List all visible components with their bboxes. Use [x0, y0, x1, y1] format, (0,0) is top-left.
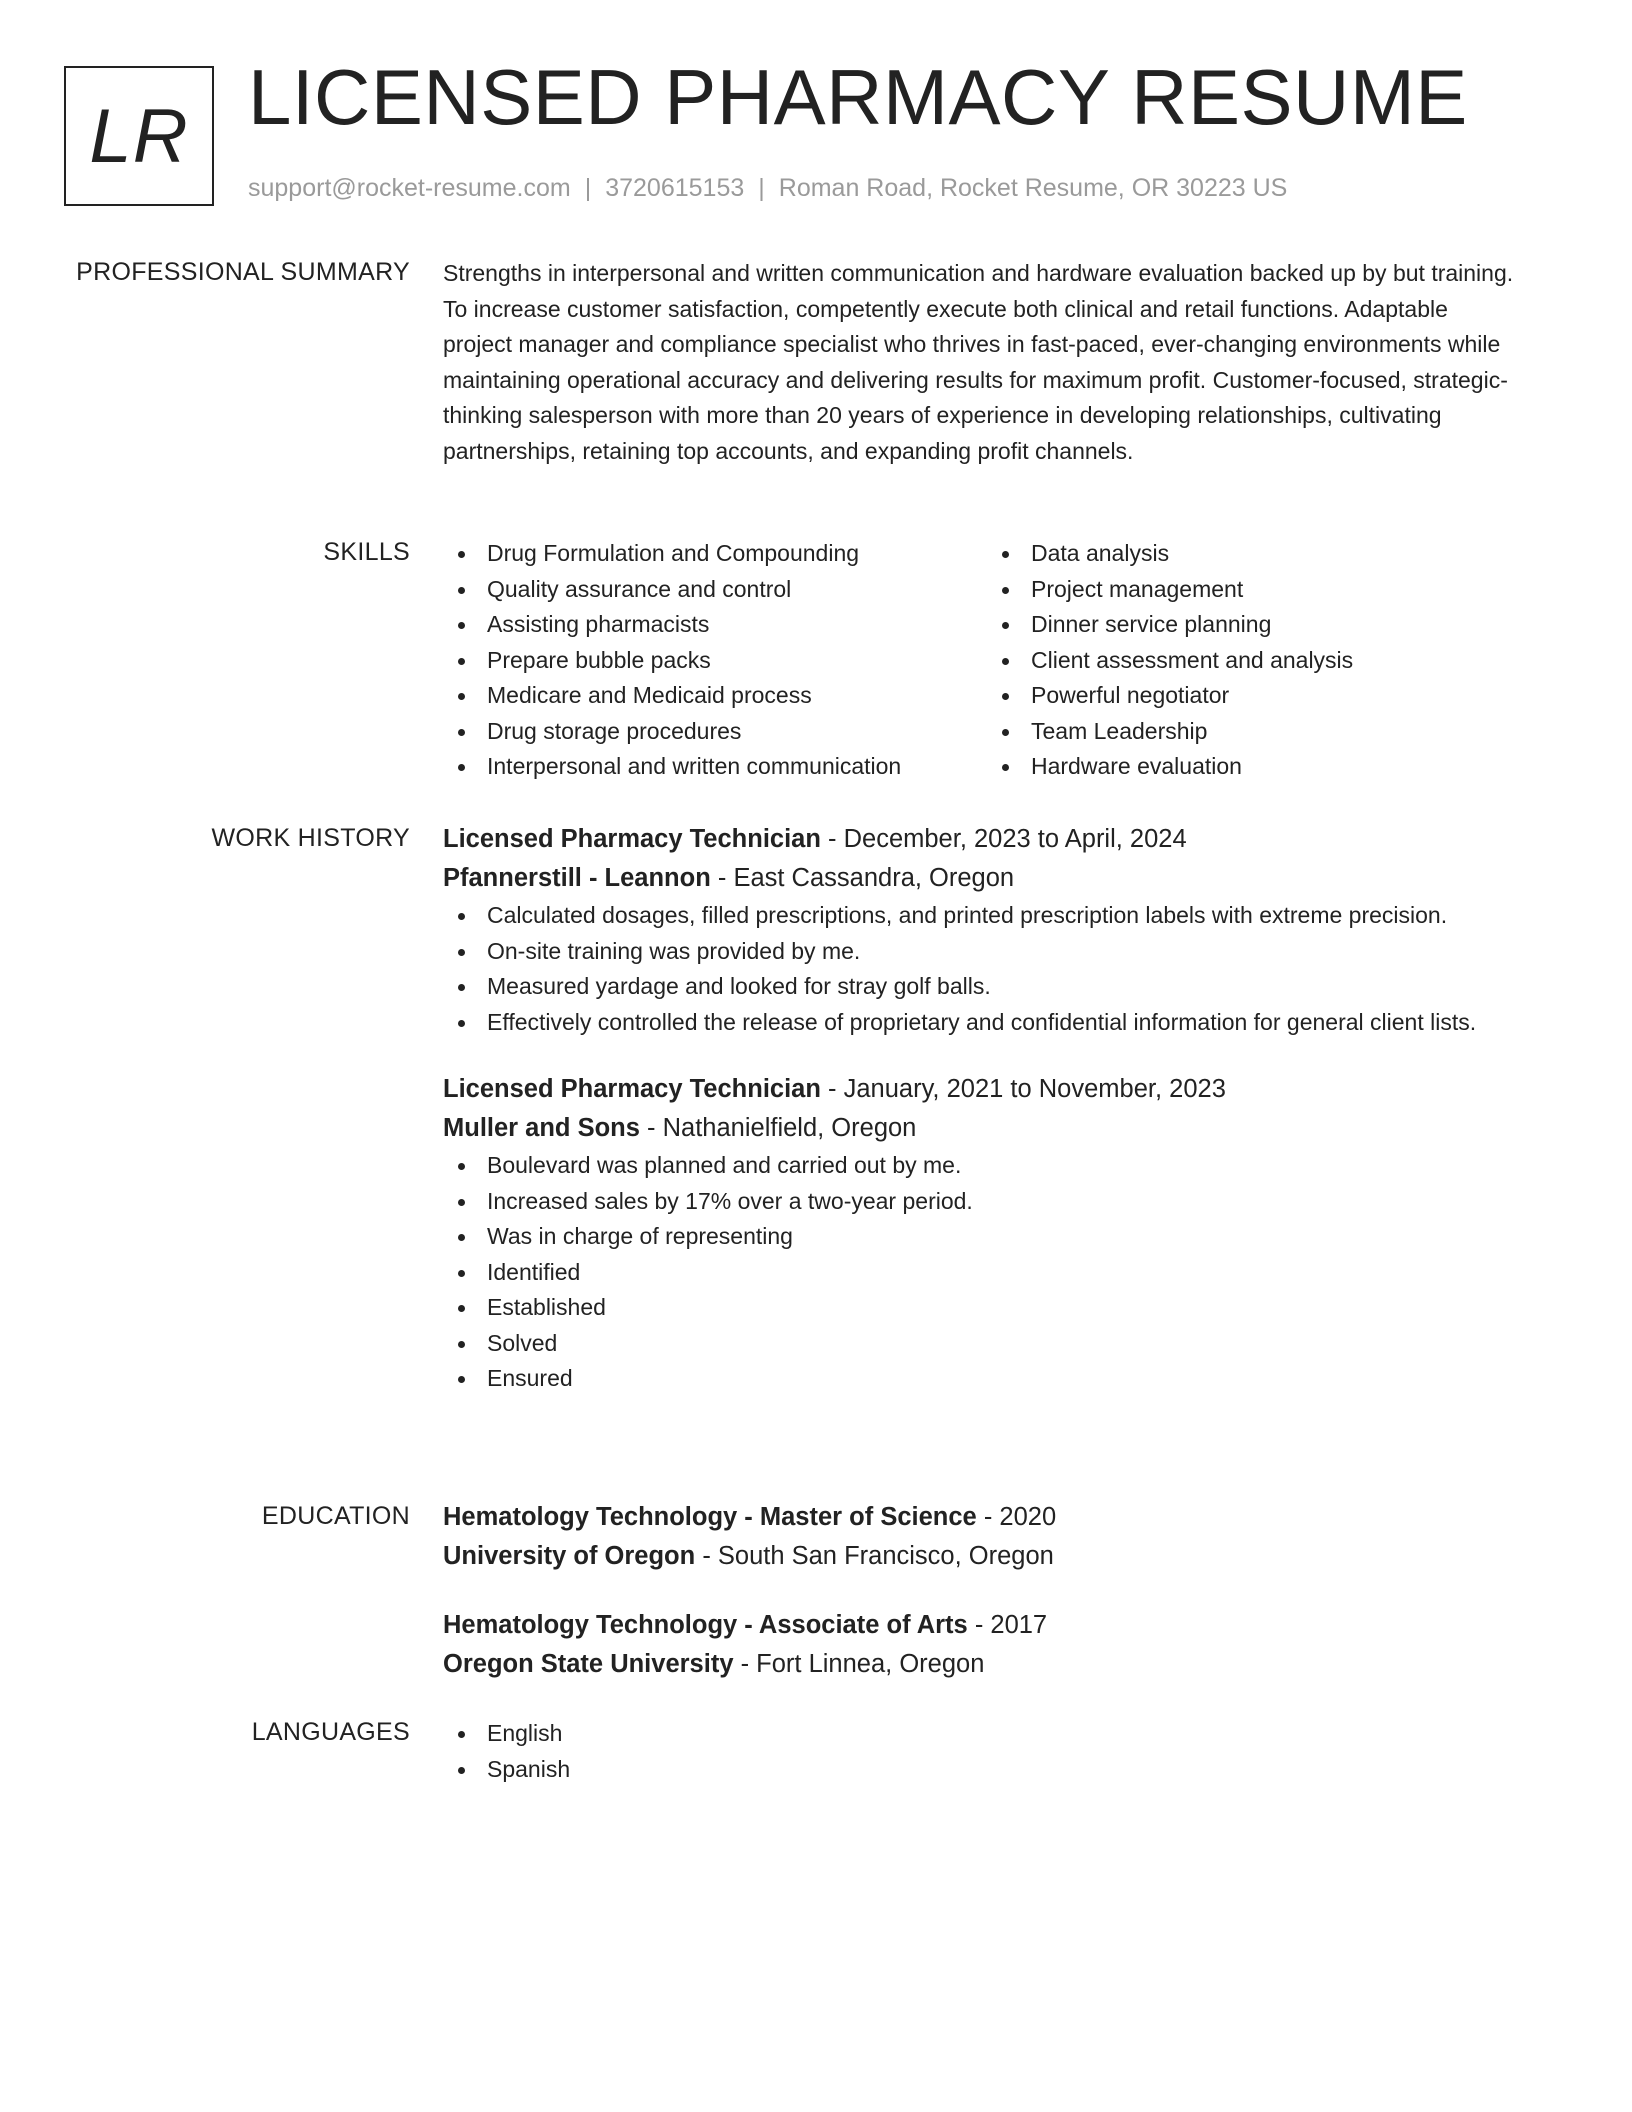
- section-label-summary: PROFESSIONAL SUMMARY: [76, 258, 410, 286]
- skill-item: Drug Formulation and Compounding: [443, 536, 987, 572]
- education-school: University of Oregon: [443, 1542, 696, 1570]
- job-bullet: Ensured: [443, 1361, 1523, 1397]
- skills-section: [443, 536, 1523, 785]
- skill-item: Quality assurance and control: [443, 572, 987, 608]
- summary-section: [443, 256, 1523, 469]
- education-school: Oregon State University: [443, 1650, 734, 1678]
- resume-title: LICENSED PHARMACY RESUME: [248, 53, 1468, 141]
- monogram-initials: LR: [89, 93, 189, 179]
- job-company-line: [443, 1109, 1523, 1148]
- job-company: Pfannerstill - Leannon: [443, 864, 711, 892]
- section-label-skills: SKILLS: [323, 538, 410, 566]
- job-location: - East Cassandra, Oregon: [717, 864, 1015, 892]
- job-title: Licensed Pharmacy Technician: [443, 1075, 821, 1103]
- job-title: Licensed Pharmacy Technician: [443, 825, 821, 853]
- contact-separator: |: [584, 174, 592, 202]
- job-bullet: Measured yardage and looked for stray golf balls.: [443, 969, 1523, 1005]
- education-entry: [443, 1606, 1523, 1684]
- job-dates: - December, 2023 to April, 2024: [828, 825, 1187, 853]
- job-company-line: [443, 859, 1523, 898]
- job-bullets: [443, 1148, 1523, 1397]
- job-bullet: On-site training was provided by me.: [443, 934, 1523, 970]
- section-label-languages: LANGUAGES: [251, 1718, 410, 1746]
- job-bullet: Established: [443, 1290, 1523, 1326]
- languages-list: [443, 1716, 1523, 1787]
- job-bullet: Increased sales by 17% over a two-year period.: [443, 1184, 1523, 1220]
- section-label-education: EDUCATION: [261, 1502, 410, 1530]
- education-section: [443, 1498, 1523, 1714]
- work-section: [443, 820, 1523, 1427]
- job-bullet: Solved: [443, 1326, 1523, 1362]
- contact-email[interactable]: support@rocket-resume.com: [248, 174, 571, 202]
- language-item: English: [443, 1716, 1523, 1752]
- job-bullet: Identified: [443, 1255, 1523, 1291]
- skill-item: Prepare bubble packs: [443, 643, 987, 679]
- education-year: - 2017: [974, 1611, 1048, 1639]
- skill-item: Team Leadership: [987, 714, 1487, 750]
- education-degree-line: [443, 1606, 1523, 1645]
- education-school-line: [443, 1537, 1523, 1576]
- job-bullet: Was in charge of representing: [443, 1219, 1523, 1255]
- education-degree: Hematology Technology - Associate of Arts: [443, 1611, 968, 1639]
- skill-item: Client assessment and analysis: [987, 643, 1487, 679]
- job-bullets: [443, 898, 1523, 1040]
- monogram-logo: [64, 66, 214, 206]
- skill-item: Interpersonal and written communication: [443, 749, 987, 785]
- summary-text: Strengths in interpersonal and written communication and hardware evaluation backed up by but training. To increase customer satisfaction, competently execute both clinical and retail functions. Adaptable project manager and compliance specialist who thrives in fast-paced, ever-changing environments while maintaining operational accuracy and delivering results for maximum profit. Customer-focused, strategic-thinking salesperson with more than 20 years of experience in developing relationships, cultivating partnerships, retaining top accounts, and expanding profit channels.: [443, 260, 1514, 464]
- language-item: Spanish: [443, 1752, 1523, 1788]
- job-location: - Nathanielfield, Oregon: [647, 1114, 917, 1142]
- education-degree: Hematology Technology - Master of Science: [443, 1503, 977, 1531]
- job-bullet: Calculated dosages, filled prescriptions, and printed prescription labels with extreme precision.: [443, 898, 1523, 934]
- job-title-line: [443, 820, 1523, 859]
- skills-column-left: [443, 536, 987, 785]
- job-bullet: Boulevard was planned and carried out by me.: [443, 1148, 1523, 1184]
- education-location: - Fort Linnea, Oregon: [740, 1650, 985, 1678]
- contact-separator: |: [758, 174, 765, 202]
- skills-grid: [443, 536, 1523, 785]
- job-title-line: [443, 1070, 1523, 1109]
- skill-item: Assisting pharmacists: [443, 607, 987, 643]
- job-entry: [443, 1070, 1523, 1397]
- skill-item: Drug storage procedures: [443, 714, 987, 750]
- skill-item: Dinner service planning: [987, 607, 1487, 643]
- job-company: Muller and Sons: [443, 1114, 640, 1142]
- languages-section: [443, 1716, 1523, 1787]
- job-bullet: Effectively controlled the release of proprietary and confidential information for general client lists.: [443, 1005, 1523, 1041]
- job-dates: - January, 2021 to November, 2023: [828, 1075, 1226, 1103]
- education-degree-line: [443, 1498, 1523, 1537]
- skill-item: Powerful negotiator: [987, 678, 1487, 714]
- education-school-line: [443, 1645, 1523, 1684]
- section-label-work: WORK HISTORY: [211, 824, 410, 852]
- contact-phone[interactable]: 3720615153: [605, 174, 745, 202]
- education-year: - 2020: [983, 1503, 1057, 1531]
- skill-item: Project management: [987, 572, 1487, 608]
- education-location: - South San Francisco, Oregon: [702, 1542, 1054, 1570]
- contact-address: Roman Road, Rocket Resume, OR 30223 US: [778, 174, 1288, 202]
- skill-item: Medicare and Medicaid process: [443, 678, 987, 714]
- skill-item: Hardware evaluation: [987, 749, 1487, 785]
- job-entry: [443, 820, 1523, 1040]
- education-entry: [443, 1498, 1523, 1576]
- skill-item: Data analysis: [987, 536, 1487, 572]
- skills-column-right: [987, 536, 1487, 785]
- contact-line: [248, 174, 1287, 203]
